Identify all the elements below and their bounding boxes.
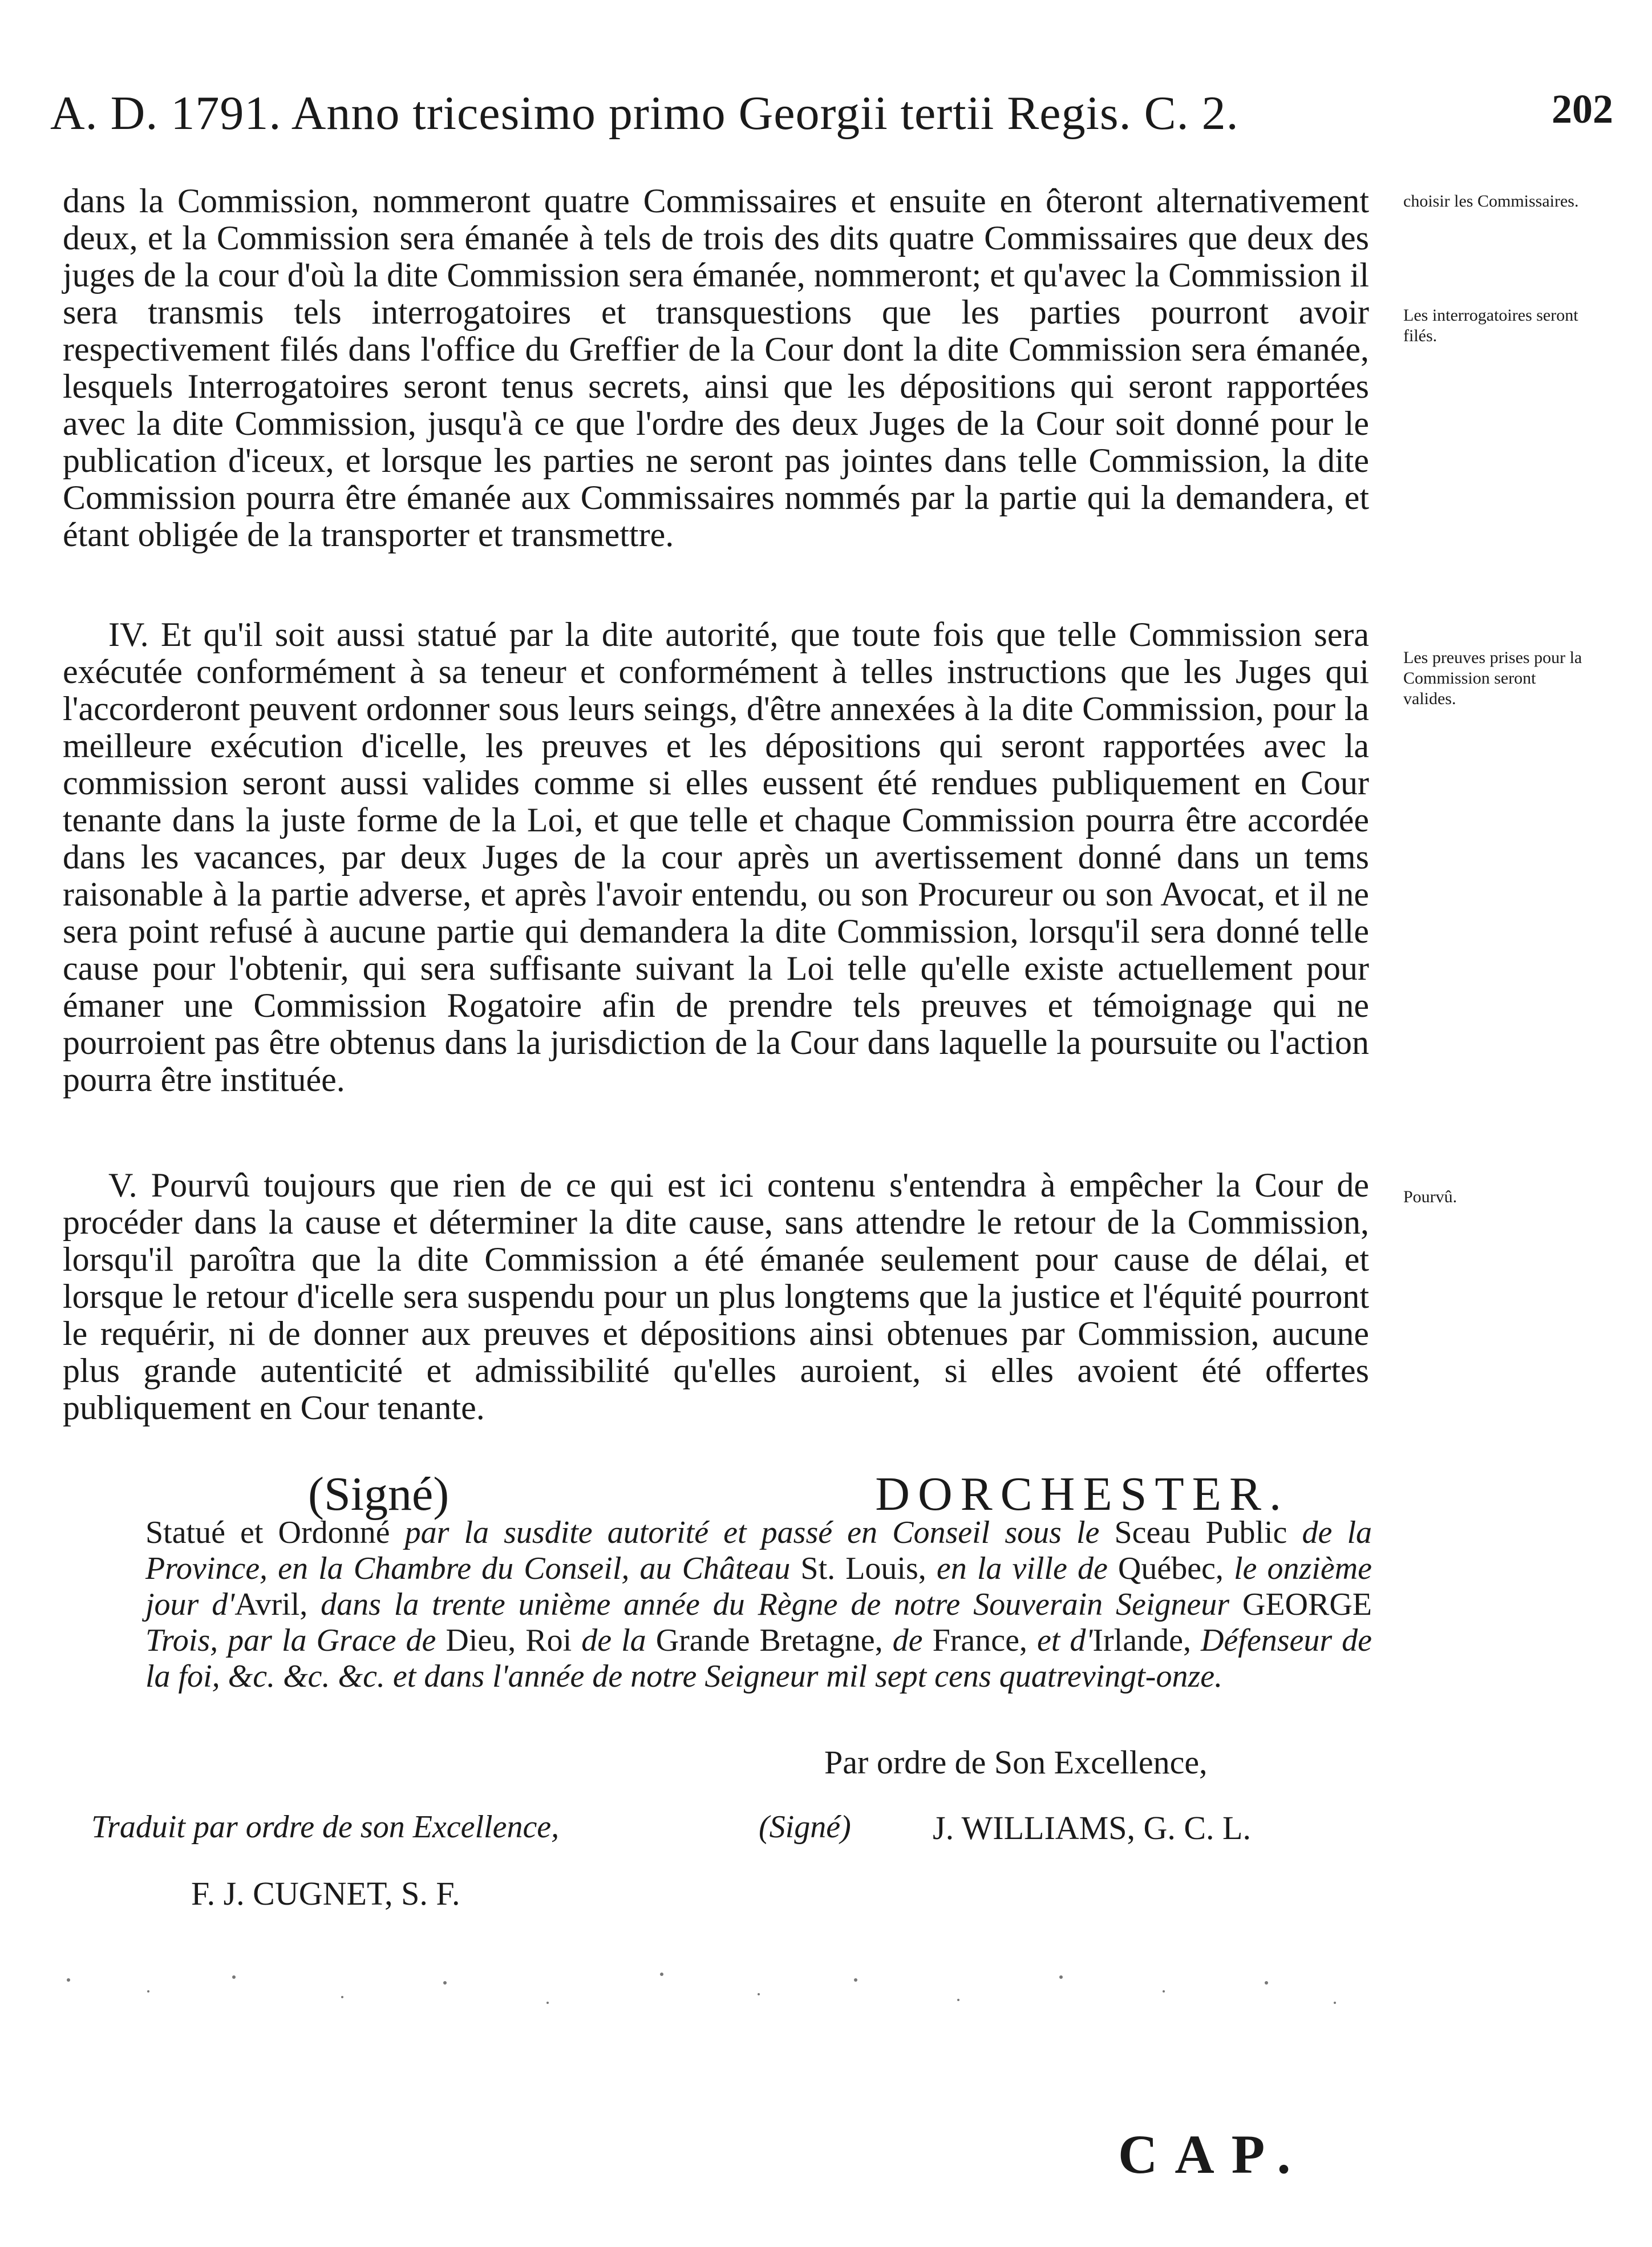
- running-head: A. D. 1791. Anno tricesimo primo Georgii tertii Regis. C. 2.: [50, 87, 1239, 140]
- statue-segment: Irlande,: [1092, 1623, 1191, 1658]
- statue-text: [145, 1515, 1372, 1695]
- statue-block: [145, 1515, 1372, 1695]
- page-number: 202: [1552, 86, 1613, 132]
- paragraph-text: dans la Commission, nommeront quatre Commissaires et ensuite en ôteront alternativement deux, et la Commission sera émanée à tels de trois des dits quatre Commissaires que deux des juges de la cour d'où la dite Commission sera émanée, nommeront; et qu'avec la Commission il sera transmis tels interrogatoires et transquestions que les parties pourront avoir respectivement filés dans l'office du Greffier de la Cour dont la dite Commission sera émanée, lesquels Interrogatoires seront tenus secrets, ainsi que les dépositions qui seront rapportées avec la dite Commission, jusqu'à ce que l'ordre des deux Juges de la Cour soit donné pour le publication d'iceux, et lorsque les parties ne seront pas jointes dans telle Commission, la dite Commission pourra être émanée aux Commissaires nommés par la partie qui la demandera, et étant obligée de la transporter et transmettre.: [63, 182, 1369, 553]
- catchword: CAP.: [1118, 2124, 1308, 2185]
- statue-segment: Québec,: [1117, 1551, 1224, 1586]
- paragraph-text: V. Pourvû toujours que rien de ce qui est ici contenu s'entendra à empêcher la Cour de procéder dans la cause et déterminer la dite cause, sans attendre le retour de la Commission, lorsqu'il paroîtra que la dite Commission a été émanée seulement pour cause de délai, et lorsque le retour d'icelle sera suspendu pour un plus longtems que la justice et l'équité pourront le requérir, ni de donner aux preuves et dépositions ainsi obtenues par Commission, aucune plus grande autenticité et admissibilité qu'elles auroient, si elles avoient été offertes publiquement en Cour tenante.: [63, 1166, 1369, 1426]
- statue-segment: de la: [572, 1623, 656, 1658]
- margin-note-pourvu: Pourvû.: [1403, 1187, 1457, 1206]
- paragraph-section-v: [63, 1167, 1369, 1426]
- signe-label: (Signé): [308, 1468, 450, 1521]
- statue-segment: par la susdite autorité et passé en Conseil sous le: [390, 1515, 1115, 1550]
- cugnet-signature: F. J. CUGNET, S. F.: [191, 1875, 460, 1912]
- paragraph-section-iv: [63, 616, 1369, 1098]
- print-specks: [46, 1957, 1358, 2026]
- paragraph-continuation: [63, 183, 1369, 553]
- statue-segment: Grande Bretagne,: [655, 1623, 883, 1658]
- statue-segment: St. Louis,: [800, 1551, 926, 1586]
- traduit-line: Traduit par ordre de son Excellence,: [91, 1809, 560, 1845]
- statue-segment: Dieu, Roi: [446, 1623, 572, 1658]
- statue-segment: France,: [932, 1623, 1027, 1658]
- statue-segment: Défenseur de la foi, &c. &c. &c. et dans l'année de notre Seigneur mil sept cens quatrevingt-onze.: [145, 1623, 1372, 1694]
- statue-segment: et d': [1027, 1623, 1093, 1658]
- statue-segment: GEORGE: [1242, 1587, 1372, 1622]
- statue-segment: dans la trente unième année du Règne de notre Souverain Seigneur: [307, 1587, 1242, 1622]
- par-ordre: Par ordre de Son Excellence,: [824, 1744, 1208, 1781]
- williams-signature: J. WILLIAMS, G. C. L.: [933, 1809, 1251, 1846]
- signatory-name: DORCHESTER.: [875, 1468, 1289, 1521]
- signe-label-2: (Signé): [759, 1809, 851, 1845]
- statue-segment: Trois, par la Grace de: [145, 1623, 446, 1658]
- statue-segment: de la Province, en la Chambre du Conseil, au Château: [145, 1515, 1372, 1586]
- statue-segment: en la ville de: [926, 1551, 1118, 1586]
- statue-segment: le onzième jour d': [145, 1551, 1372, 1622]
- statue-segment: Statué et Ordonné: [145, 1515, 390, 1550]
- page-header: [50, 86, 1613, 148]
- margin-note-interrogatoires: Les interrogatoires seront filés.: [1403, 306, 1578, 345]
- paragraph-text: IV. Et qu'il soit aussi statué par la dite autorité, que toute fois que telle Commission sera exécutée conformément à sa teneur et conformément à telles instructions que les Juges qui l'accorderont peuvent ordonner sous leurs seings, d'être annexées à la dite Commission, pour la meilleure exécution d'icelle, les preuves et les dépositions qui seront rapportées avec la commission seront aussi valides comme si elles eussent été rendues publiquement en Cour tenante dans la juste forme de la Loi, et que telle et chaque Commission pourra être accordée dans les vacances, par deux Juges de la cour après un avertissement donné dans un tems raisonable à la partie adverse, et après l'avoir entendu, ou son Procureur ou son Avocat, et il ne sera point refusé à aucune partie qui demandera la dite Commission, lorsqu'il sera donné telle cause pour l'obtenir, qui sera suffisante suivant la Loi telle qu'elle existe actuellement pour émaner une Commission Rogatoire afin de prendre tels preuves et témoignage qui ne pourroient pas être obtenus dans la jurisdiction de la Cour dans laquelle la poursuite ou l'action pourra être instituée.: [63, 616, 1369, 1098]
- statue-segment: Avril,: [234, 1587, 308, 1622]
- statue-segment: Sceau Public: [1114, 1515, 1287, 1550]
- margin-note-commissaires: choisir les Commissaires.: [1403, 192, 1579, 211]
- margin-note-preuves: Les preuves prises pour la Commission seront valides.: [1403, 648, 1582, 708]
- statue-segment: de: [882, 1623, 933, 1658]
